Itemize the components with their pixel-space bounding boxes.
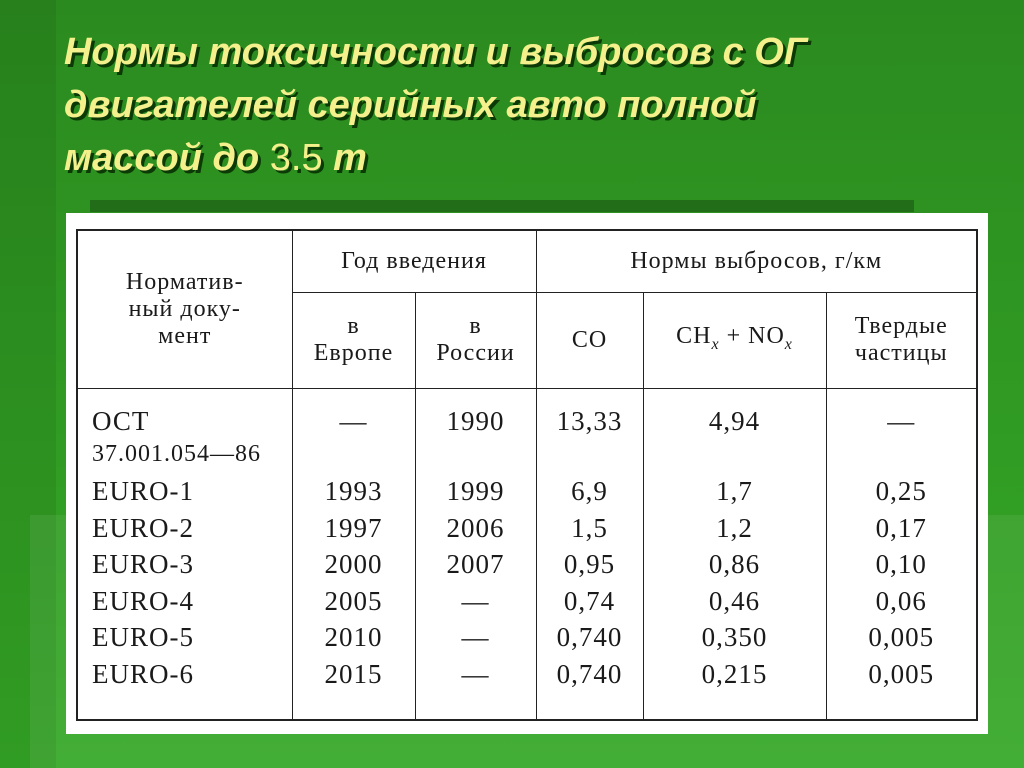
cell-chx-nox: 0,215 xyxy=(701,658,768,689)
cell-particles: 0,005 xyxy=(868,622,935,652)
title-line-2: двигателей серийных авто полной xyxy=(64,84,757,126)
header-chx-nox: $CH_x + NO_x$ xyxy=(643,292,826,388)
cell-chx-nox: 4,94 xyxy=(708,405,761,436)
cell-russia: — xyxy=(461,585,490,616)
cell-co: 6,9 xyxy=(571,476,608,506)
cell-co: 13,33 xyxy=(556,405,623,436)
cell-doc: EURO-2 xyxy=(92,512,194,543)
cell-europe: — xyxy=(339,405,368,436)
header-particles: Твердые частицы xyxy=(826,292,977,388)
panel-shadow xyxy=(90,200,914,212)
slide-title xyxy=(64,26,964,185)
cell-co: 0,95 xyxy=(563,549,616,579)
cell-doc: ОСТ xyxy=(92,405,150,436)
cell-doc: EURO-3 xyxy=(92,549,194,579)
header-document: Норматив- ный доку- мент xyxy=(77,230,292,388)
column-document xyxy=(77,388,292,720)
cell-co: 0,740 xyxy=(556,622,623,652)
title-line-3a: массой до xyxy=(64,137,260,179)
cell-europe: 2015 xyxy=(324,658,383,689)
column-co xyxy=(536,388,643,720)
cell-co: 0,74 xyxy=(563,585,616,616)
column-europe xyxy=(292,388,415,720)
column-chx-nox xyxy=(643,388,826,720)
header-russia: в России xyxy=(415,292,536,388)
header-europe: в Европе xyxy=(292,292,415,388)
cell-co: 0,740 xyxy=(556,658,623,689)
cell-particles: 0,06 xyxy=(875,585,927,616)
cell-particles: — xyxy=(887,405,916,436)
cell-chx-nox: 1,2 xyxy=(716,512,753,543)
cell-chx-nox: 0,86 xyxy=(708,549,761,579)
cell-doc: EURO-4 xyxy=(92,585,194,616)
cell-russia: 1999 xyxy=(446,476,505,506)
cell-russia: 2006 xyxy=(446,512,505,543)
cell-chx-nox: 1,7 xyxy=(716,476,753,506)
cell-doc: EURO-1 xyxy=(92,476,194,506)
cell-co: 1,5 xyxy=(571,512,608,543)
table-body xyxy=(77,388,977,720)
table-panel xyxy=(66,213,988,734)
cell-particles: 0,005 xyxy=(868,658,935,689)
cell-chx-nox: 0,350 xyxy=(701,622,768,652)
header-year-intro: Год введения xyxy=(292,230,536,292)
header-co: СО xyxy=(536,292,643,388)
cell-europe: 2005 xyxy=(324,585,383,616)
header-emission-norms: Нормы выбросов, г/км xyxy=(536,230,977,292)
cell-doc-number: 37.001.054—86 xyxy=(92,441,261,467)
title-line-3b: т xyxy=(333,137,367,179)
cell-russia: — xyxy=(461,658,490,689)
column-particles xyxy=(826,388,977,720)
cell-doc: EURO-6 xyxy=(92,658,194,689)
cell-chx-nox: 0,46 xyxy=(708,585,761,616)
cell-particles: 0,17 xyxy=(875,512,927,543)
cell-particles: 0,10 xyxy=(875,549,927,579)
title-line-1: Нормы токсичности и выбросов с ОГ xyxy=(64,31,808,73)
cell-particles: 0,25 xyxy=(875,476,927,506)
cell-russia: — xyxy=(461,622,490,652)
cell-russia: 1990 xyxy=(446,405,505,436)
cell-russia: 2007 xyxy=(446,549,505,579)
cell-europe: 1993 xyxy=(324,476,383,506)
cell-europe: 2000 xyxy=(324,549,383,579)
column-russia xyxy=(415,388,536,720)
cell-europe: 2010 xyxy=(324,622,383,652)
cell-europe: 1997 xyxy=(324,512,383,543)
emission-norms-table xyxy=(76,229,978,721)
title-mass-value: 3.5 xyxy=(269,137,323,179)
cell-doc: EURO-5 xyxy=(92,622,194,652)
